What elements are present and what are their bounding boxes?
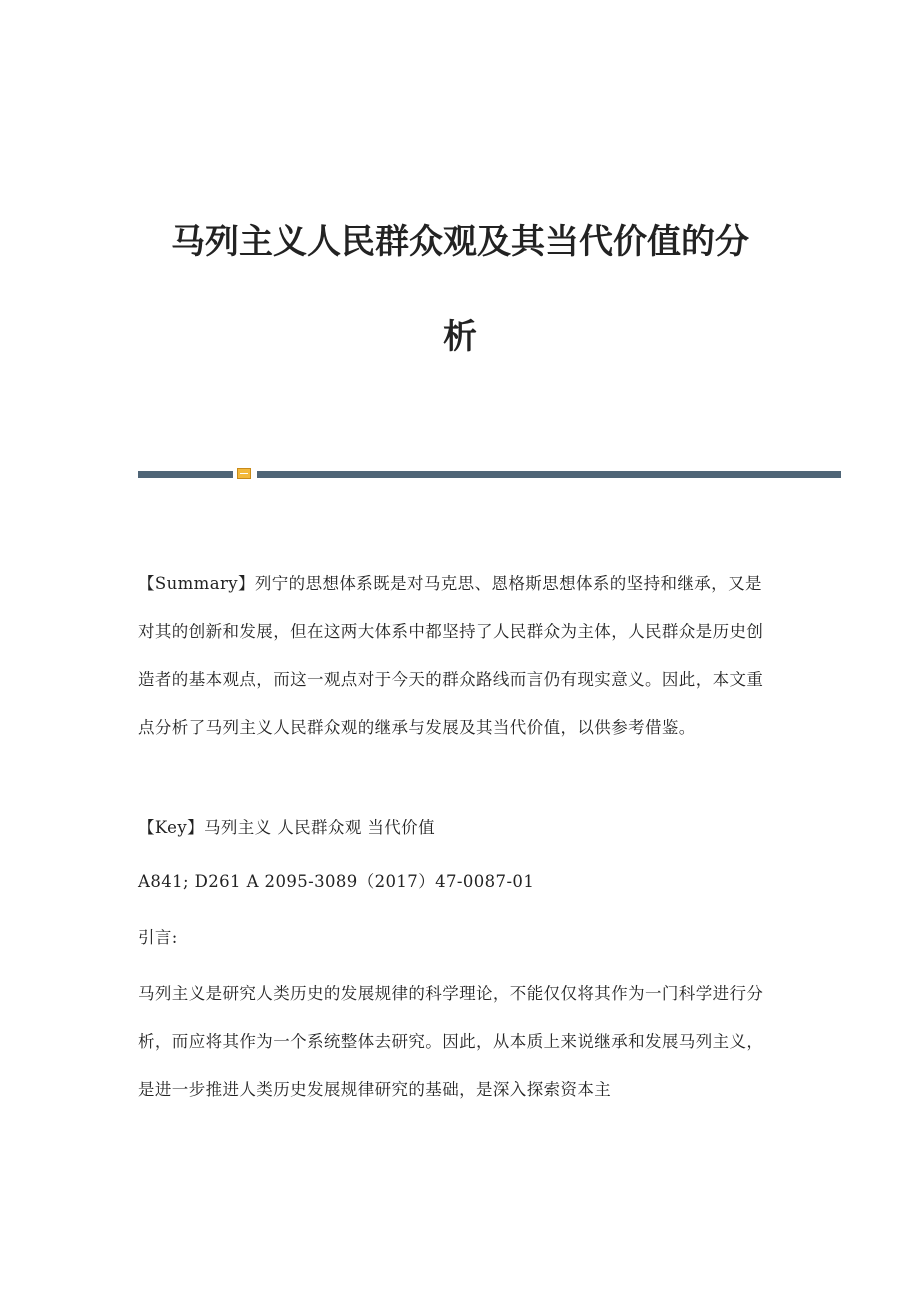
summary-text: 列宁的思想体系既是对马克思、恩格斯思想体系的坚持和继承，又是对其的创新和发展，但在这两大体系中都坚持了人民群众为主体，人民群众是历史创造者的基本观点，而这一观点对于今天的群众路线而言仍有现实意义。因此，本文重点分析了马列主义人民群众观的继承与发展及其当代价值，以供参考借鉴。: [138, 574, 764, 737]
intro-heading: 引言:: [138, 928, 178, 947]
summary-paragraph: [138, 560, 778, 752]
keywords-label: 【Key】: [138, 818, 204, 837]
intro-paragraph: 马列主义是研究人类历史的发展规律的科学理论，不能仅仅将其作为一门科学进行分析，而应将其作为一个系统整体去研究。因此，从本质上来说继承和发展马列主义，是进一步推进人类历史发展规律研究的基础，是深入探索资本主: [138, 984, 764, 1099]
divider-ornament-icon: [237, 468, 251, 479]
keywords-line: [138, 804, 778, 852]
divider-bar-left: [138, 471, 233, 478]
title-divider: [138, 466, 841, 480]
divider-bar-right: [257, 471, 841, 478]
document-title-line-2: 析: [443, 317, 477, 357]
summary-label: 【Summary】: [138, 574, 255, 593]
document-title-line-1: 马列主义人民群众观及其当代价值的分: [171, 222, 749, 262]
keywords-text: 马列主义 人民群众观 当代价值: [203, 818, 435, 837]
classification-code: A841; D261 A 2095-3089（2017）47-0087-01: [138, 872, 535, 891]
